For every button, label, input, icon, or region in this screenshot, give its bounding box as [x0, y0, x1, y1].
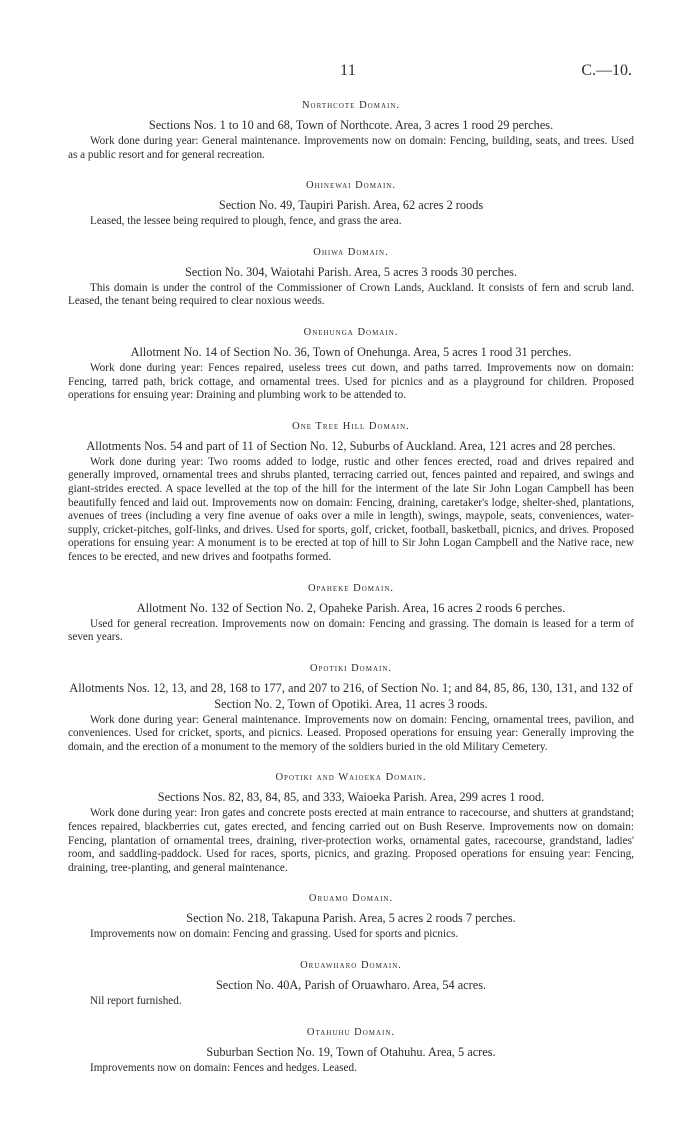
domain-section-opotiki	[68, 663, 634, 755]
section-body: Work done during year: Fences repaired, useless trees cut down, and paths tarred. Improvements now on domain: Fencing, tarred path, brick cottage, and ornamental trees. Used for picnics and as a playground for children. Proposed operations for ensuing year: Draining and plumbing work to be attended to.	[68, 361, 634, 402]
section-description: Suburban Section No. 19, Town of Otahuhu. Area, 5 acres.	[206, 1044, 496, 1059]
section-title: One Tree Hill Domain.	[292, 420, 410, 432]
domain-section-ohinewai	[68, 180, 634, 229]
domain-section-one-tree-hill	[68, 421, 634, 565]
section-title: Opotiki and Waioeka Domain.	[275, 772, 427, 784]
section-description: Allotments Nos. 54 and part of 11 of Section No. 12, Suburbs of Auckland. Area, 121 acres and 28 perches.	[86, 438, 616, 453]
domain-section-oruawharo	[68, 960, 634, 1009]
section-title: Otahuhu Domain.	[306, 1026, 396, 1038]
domain-section-opotiki-waioeka	[68, 772, 634, 875]
domain-section-northcote	[68, 100, 634, 162]
section-title: Northcote Domain.	[301, 100, 401, 111]
section-description: Section No. 218, Takapuna Parish. Area, 5 acres 2 roods 7 perches.	[186, 911, 516, 926]
domain-section-otahuhu	[68, 1027, 634, 1076]
domain-section-onehunga	[68, 327, 634, 403]
section-body: Work done during year: Iron gates and concrete posts erected at main entrance to racecourse, and shutters at grandstand; fences repaired, blackberries cut, gates erected, and fencing carried out on Bush Reserve. Improvements now on domain: Fencing, plantation of ornamental trees, draining, river-protection works, ornamental gates, racecourse, grandstand, ladies' room, and saddling-paddock. Used for races, sports, picnics, and grazing. Proposed operations for ensuing year: Fencing, draining, tree-planting, and general maintenance.	[68, 807, 634, 874]
section-description: Section No. 49, Taupiri Parish. Area, 62 acres 2 roods	[218, 198, 484, 213]
page-number: 11	[340, 62, 357, 79]
section-body: Leased, the lessee being required to plough, fence, and grass the area.	[90, 215, 402, 228]
section-body: Work done during year: General maintenance. Improvements now on domain: Fencing, ornamental trees, pavilion, and conveniences. Used for cricket, sports, and picnics. Leased. Proposed operations for ensuing year: Generally improving the domain, and the erection of a monument to the memory of the soldiers buried in the old Military Cemetery.	[68, 713, 634, 753]
section-body: Nil report furnished.	[90, 995, 182, 1008]
section-body: Used for general recreation. Improvements now on domain: Fencing and grassing. The domain is leased for a term of seven years.	[68, 617, 634, 644]
section-description: Section No. 40A, Parish of Oruawharo. Area, 54 acres.	[215, 978, 487, 993]
section-description: Sections Nos. 1 to 10 and 68, Town of Northcote. Area, 3 acres 1 rood 29 perches.	[148, 118, 554, 132]
section-title: Ohinewai Domain.	[305, 180, 397, 192]
domain-section-ohiwa	[68, 247, 634, 309]
section-body: Improvements now on domain: Fences and hedges. Leased.	[90, 1061, 357, 1074]
section-body: Work done during year: General maintenance. Improvements now on domain: Fencing, building, seats, and trees. Used as a public resort and for general recreation.	[68, 135, 634, 161]
section-description: Allotment No. 14 of Section No. 36, Town of Onehunga. Area, 5 acres 1 rood 31 perches.	[130, 344, 572, 359]
section-description: Section No. 304, Waiotahi Parish. Area, 5 acres 3 roods 30 perches.	[184, 264, 518, 279]
section-title: Opaheke Domain.	[307, 582, 395, 594]
section-description: Allotments Nos. 12, 13, and 28, 168 to 177, and 207 to 216, of Section No. 1; and 84, 85, 86, 130, 131, and 132 of Section No. 2, Town of Opotiki. Area, 11 acres 3 roods.	[69, 680, 633, 711]
section-title: Oruamo Domain.	[308, 893, 394, 905]
domain-section-oruamo	[68, 893, 634, 942]
section-description: Allotment No. 132 of Section No. 2, Opaheke Parish. Area, 16 acres 2 roods 6 perches.	[136, 600, 566, 615]
section-description: Sections Nos. 82, 83, 84, 85, and 333, Waioeka Parish. Area, 299 acres 1 rood.	[157, 790, 545, 805]
document-reference: C.—10.	[581, 62, 632, 79]
domain-section-opaheke	[68, 583, 634, 645]
section-body: Work done during year: Two rooms added to lodge, rustic and other fences erected, road and drives repaired and generally improved, ornamental trees and shrubs planted, terracing carried out, fences painted and repaired, and swings and giant-strides erected. A space levelled at the top of the hill for the interment of the late Sir John Logan Campbell has been beautifully fenced and laid out. Improvements now on domain: Fencing, draining, caretaker's lodge, shelter-shed, plantations, avenues of trees (including a very fine avenue of oaks over a mile in length), swings, maypole, seats, conveniences, water-supply, cricket-pitches, golf-links, and drives. Used for sports, golf, cricket, football, basketball, picnics, and drives. Proposed operations for ensuing year: A monument is to be erected at top of hill to Sir John Logan Campbell and the Native race, new fences to be erected, and new drives and footpaths formed.	[68, 455, 634, 563]
section-title: Onehunga Domain.	[303, 326, 399, 338]
section-body: Improvements now on domain: Fencing and grassing. Used for sports and picnics.	[90, 928, 459, 941]
section-title: Oruawharo Domain.	[300, 960, 402, 972]
page-header	[68, 0, 634, 79]
section-title: Ohiwa Domain.	[313, 246, 389, 258]
section-body: This domain is under the control of the Commissioner of Crown Lands, Auckland. It consists of fern and scrub land. Leased, the tenant being required to clear noxious weeds.	[68, 281, 634, 308]
document-page	[68, 0, 634, 1075]
section-title: Opotiki Domain.	[309, 662, 393, 674]
